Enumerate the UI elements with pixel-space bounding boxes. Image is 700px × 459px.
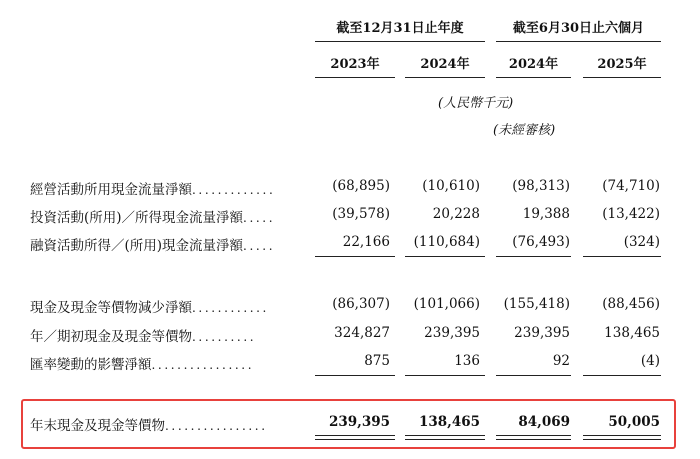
cell-value: (68,895) — [332, 178, 390, 194]
col-underline-4 — [583, 77, 661, 78]
total-double-underline-4 — [583, 435, 661, 440]
cell-value: (324) — [623, 234, 660, 250]
cell-value: (13,422) — [602, 206, 660, 222]
unit-note: (人民幣千元) — [438, 96, 514, 111]
col-header-2024-h1: 2024年 — [508, 57, 559, 72]
cell-value: (39,578) — [332, 206, 390, 222]
row-label: 年／期初現金及現金等價物 — [30, 329, 192, 345]
cell-value: 138,465 — [604, 325, 660, 341]
col-underline-3 — [496, 77, 571, 78]
total-value: 138,465 — [418, 414, 480, 430]
leader-dots: ............ — [192, 301, 269, 315]
total-value: 50,005 — [608, 414, 660, 430]
total-value: 239,395 — [328, 414, 390, 430]
leader-dots: ..... — [243, 211, 276, 225]
cell-value: 239,395 — [424, 325, 480, 341]
unaudited-note: (未經審核) — [493, 123, 556, 138]
cell-value: 324,827 — [334, 325, 390, 341]
cell-value: 239,395 — [514, 325, 570, 341]
cell-value: 136 — [454, 353, 480, 369]
col-header-2025-h1: 2025年 — [597, 57, 647, 72]
section2-underline-3 — [496, 375, 571, 376]
row-label: 匯率變動的影響淨額 — [30, 357, 152, 373]
cell-value: 20,228 — [432, 206, 480, 222]
total-double-underline-2 — [405, 435, 485, 440]
cell-value: (86,307) — [332, 296, 390, 312]
cell-value: (88,456) — [602, 296, 660, 312]
row-label: 現金及現金等價物減少淨額 — [30, 300, 192, 316]
cell-value: (110,684) — [413, 234, 480, 250]
section2-underline-4 — [583, 375, 661, 376]
cell-value: (74,710) — [602, 178, 660, 194]
header-year-group: 截至12月31日止年度 — [336, 21, 464, 36]
cell-value: (101,066) — [413, 296, 480, 312]
section1-underline-4 — [583, 256, 661, 257]
col-underline-2 — [405, 77, 485, 78]
cell-value: (76,493) — [512, 234, 570, 250]
row-label: 經營活動所用現金流量淨額 — [30, 182, 192, 198]
leader-dots: ............. — [192, 183, 276, 197]
header-six-month-underline — [496, 41, 661, 42]
header-six-month-group: 截至6月30日止六個月 — [512, 21, 645, 36]
section1-underline-1 — [315, 256, 395, 257]
leader-dots: ................ — [151, 358, 255, 372]
cell-value: 19,388 — [522, 206, 570, 222]
section2-underline-1 — [315, 375, 395, 376]
total-double-underline-3 — [496, 435, 571, 440]
cell-value: (4) — [640, 353, 660, 369]
header-year-underline — [315, 41, 485, 42]
section1-underline-3 — [496, 256, 571, 257]
col-underline-1 — [315, 77, 395, 78]
row-label: 融資活動所得／(所用)現金流量淨額 — [30, 238, 244, 254]
section2-underline-2 — [405, 375, 485, 376]
leader-dots: .......... — [192, 330, 257, 344]
total-value: 84,069 — [518, 414, 570, 430]
section1-underline-2 — [405, 256, 485, 257]
leader-dots: ..... — [243, 239, 276, 253]
cell-value: (98,313) — [512, 178, 570, 194]
total-double-underline-1 — [315, 435, 395, 440]
cell-value: (10,610) — [422, 178, 480, 194]
col-header-2023: 2023年 — [330, 57, 380, 72]
cell-value: 875 — [364, 353, 390, 369]
leader-dots: ................ — [165, 419, 268, 433]
row-label: 年末現金及現金等價物 — [30, 418, 165, 434]
cell-value: 22,166 — [342, 234, 390, 250]
row-label: 投資活動(所用)／所得現金流量淨額 — [30, 210, 244, 226]
cell-value: 92 — [552, 353, 570, 369]
col-header-2024: 2024年 — [420, 57, 470, 72]
cell-value: (155,418) — [503, 296, 570, 312]
